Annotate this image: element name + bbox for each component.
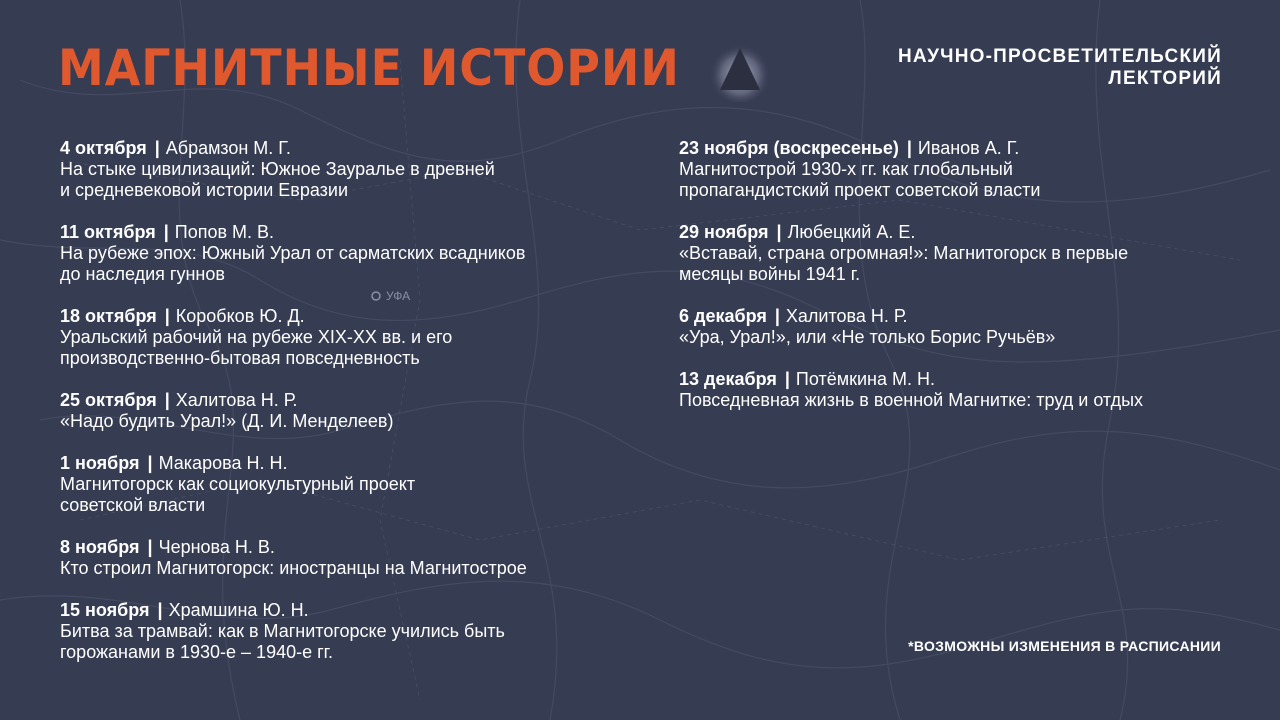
entry-date: 13 декабря [679, 369, 777, 389]
entry-separator: | [784, 369, 790, 389]
entry-lecture-title [679, 159, 1239, 201]
entry-title-line: и средневековой истории Евразии [60, 180, 348, 200]
entry-lecture-title [679, 327, 1239, 348]
entry-title-line: Битва за трамвай: как в Магнитогорске учились быть [60, 621, 505, 641]
entry-separator: | [776, 222, 782, 242]
entry-lecture-title [60, 243, 640, 285]
entry-lecture-title [60, 558, 640, 579]
entry-date: 15 ноября [60, 600, 150, 620]
entry-title-line: «Вставай, страна огромная!»: Магнитогорск в первые [679, 243, 1129, 263]
entry-date: 1 ноября [60, 453, 140, 473]
entry-date: 8 ноября [60, 537, 140, 557]
entry-lecture-title [679, 390, 1239, 411]
page-title-text: МАГНИТНЫЕ ИСТОРИИ [58, 39, 680, 97]
entry-speaker: Халитова Н. Р. [175, 390, 298, 410]
entry-title-line: Кто строил Магнитогорск: иностранцы на Магнитострое [60, 558, 527, 578]
entry-title-line: месяцы войны 1941 г. [679, 264, 861, 284]
map-city-label: УФА [386, 289, 411, 303]
entry-speaker: Храмшина Ю. Н. [168, 600, 309, 620]
entry-header [679, 222, 1239, 243]
entry-title-line: Уральский рабочий на рубеже XIX-XX вв. и его [60, 327, 453, 347]
entry-header [60, 600, 640, 621]
entry-title-line: На рубеже эпох: Южный Урал от сарматских всадников [60, 243, 526, 263]
entry-speaker: Попов М. В. [174, 222, 275, 242]
entry-title-line: Повседневная жизнь в военной Магнитке: труд и отдых [679, 390, 1144, 410]
schedule-column-right [679, 138, 1239, 432]
entry-lecture-title [60, 327, 640, 369]
page-title [58, 36, 680, 100]
schedule-entry [60, 390, 640, 432]
subtitle-line: ЛЕКТОРИЙ [1108, 68, 1222, 89]
entry-header [679, 369, 1239, 390]
entry-separator: | [147, 453, 153, 473]
entry-separator: | [163, 222, 169, 242]
entry-speaker: Любецкий А. Е. [787, 222, 916, 242]
entry-title-line: «Надо будить Урал!» (Д. И. Менделеев) [60, 411, 394, 431]
schedule-entry [60, 138, 640, 201]
schedule-entry [679, 138, 1239, 201]
entry-header [679, 306, 1239, 327]
entry-header [60, 138, 640, 159]
entry-date: 25 октября [60, 390, 157, 410]
entry-speaker: Чернова Н. В. [158, 537, 275, 557]
schedule-entry [679, 369, 1239, 411]
schedule-entry [60, 453, 640, 516]
entry-separator: | [164, 390, 170, 410]
entry-header [679, 138, 1239, 159]
entry-lecture-title [60, 474, 640, 516]
entry-date: 11 октября [60, 222, 156, 242]
schedule-entry [60, 306, 640, 369]
entry-speaker: Иванов А. Г. [917, 138, 1020, 158]
entry-separator: | [774, 306, 780, 326]
schedule-change-note: *ВОЗМОЖНЫ ИЗМЕНЕНИЯ В РАСПИСАНИИ [908, 638, 1221, 654]
entry-speaker: Потёмкина М. Н. [795, 369, 935, 389]
entry-lecture-title [679, 243, 1239, 285]
entry-title-line: Магнитострой 1930-х гг. как глобальный [679, 159, 1013, 179]
entry-date: 23 ноября (воскресенье) [679, 138, 899, 158]
entry-date: 4 октября [60, 138, 147, 158]
entry-lecture-title [60, 411, 640, 432]
entry-speaker: Макарова Н. Н. [158, 453, 288, 473]
schedule-entry [679, 222, 1239, 285]
schedule-entry [679, 306, 1239, 348]
entry-title-line: Магнитогорск как социокультурный проект [60, 474, 416, 494]
entry-title-line: производственно-бытовая повседневность [60, 348, 420, 368]
entry-title-line: «Ура, Урал!», или «Не только Борис Ручьёв» [679, 327, 1056, 347]
entry-header [60, 537, 640, 558]
entry-separator: | [147, 537, 153, 557]
entry-separator: | [164, 306, 170, 326]
schedule-entry [60, 600, 640, 663]
schedule-entry [60, 222, 640, 285]
entry-title-line: советской власти [60, 495, 206, 515]
entry-date: 18 октября [60, 306, 157, 326]
entry-speaker: Абрамзон М. Г. [165, 138, 291, 158]
entry-separator: | [154, 138, 160, 158]
entry-header [60, 222, 640, 243]
subtitle-line: НАУЧНО-ПРОСВЕТИТЕЛЬСКИЙ [898, 46, 1222, 67]
entry-header [60, 453, 640, 474]
entry-title-line: до наследия гуннов [60, 264, 225, 284]
entry-title-line: пропагандистский проект советской власти [679, 180, 1041, 200]
entry-speaker: Коробков Ю. Д. [175, 306, 305, 326]
entry-title-line: На стыке цивилизаций: Южное Зауралье в древней [60, 159, 495, 179]
lecture-series-subtitle [898, 46, 1222, 90]
entry-separator: | [157, 600, 163, 620]
entry-date: 29 ноября [679, 222, 769, 242]
schedule-column-left [60, 138, 640, 684]
entry-lecture-title [60, 159, 640, 201]
triangle-logo-icon [708, 38, 772, 102]
entry-title-line: горожанами в 1930-е – 1940-е гг. [60, 642, 334, 662]
entry-speaker: Халитова Н. Р. [785, 306, 908, 326]
entry-separator: | [906, 138, 912, 158]
entry-header [60, 390, 640, 411]
entry-date: 6 декабря [679, 306, 767, 326]
entry-header [60, 306, 640, 327]
entry-lecture-title [60, 621, 640, 663]
schedule-entry [60, 537, 640, 579]
